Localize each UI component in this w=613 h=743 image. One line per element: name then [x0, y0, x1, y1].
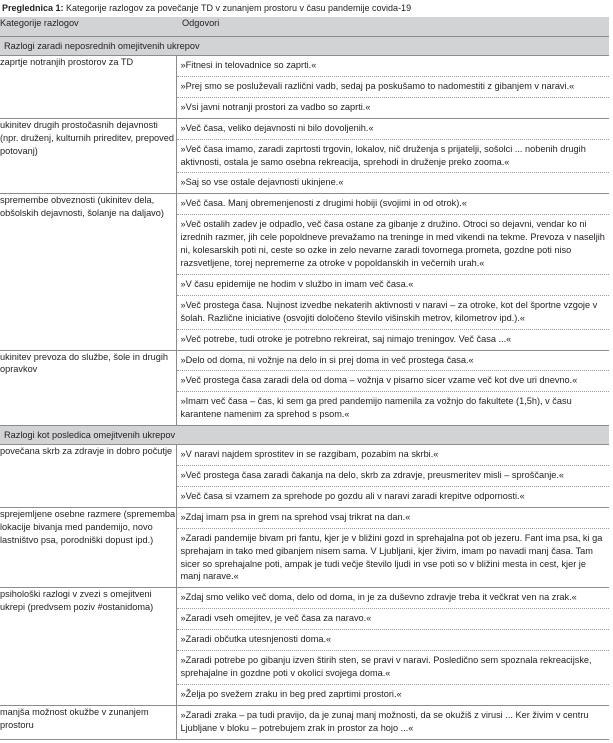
reason-category: manjša možnost okužbe v zunanjem prostoru [0, 705, 176, 739]
answer-quote: »Več prostega časa. Nujnost izvedbe nekaterih aktivnosti v naravi – za otroke, kot del športne vzgoje v šolah. Različne iniciative (osvojiti določeno število višinskih metrov, kilometrov ipd.).« [177, 296, 610, 330]
reason-category: ukinitev prevoza do službe, šole in drugih opravkov [0, 350, 176, 426]
answers-cell [176, 705, 609, 739]
header-answers: Odgovori [176, 17, 609, 37]
answers-cell [176, 56, 609, 119]
answer-quote: »Več prostega časa zaradi čakanja na delo, skrb za zdravje, preusmeritev misli – sproščanje.« [177, 466, 610, 487]
section-row [0, 426, 609, 445]
answer-quote: »Vsi javni notranji prostori za vadbo so zaprti.« [180, 101, 371, 112]
answer-quote: »Zdaj smo veliko več doma, delo od doma, in je za duševno zdravje treba it večkrat ven na zrak.« [177, 588, 610, 609]
answers-cell [176, 118, 609, 194]
answer-quote: »Saj so vse ostale dejavnosti ukinjene.« [180, 177, 344, 188]
answer-quote: »Več ostalih zadev je odpadlo, več časa ostane za gibanje z družino. Otroci so dejavni, vendar ko ni izrednih razmer, jih cele popoldneve prevažamo na treninge in med vikendi na tekme. Prevoza v naseljih ni, kolesarskih poti ni, ceste so ozke in zelo nevarne zaradi tovornega prometa, gozdne poti niso razsvetljene, torej nepremerne za otroke v popoldanskih in večernih urah.« [177, 215, 610, 275]
table-row [0, 56, 609, 119]
answer-quote: »Zaradi vseh omejitev, je več časa za naravo.« [177, 609, 610, 630]
answer-quote: »Zaradi pandemije bivam pri fantu, kjer je v bližini gozd in sprehajalna pot ob jezeru. Fant ima psa, ki ga sprehajam in tako med gibanjem nisem sama. V Ljubljani, kjer živim, imam po navadi manj časa. Tam sicer so sprehajalne poti, ampak je tudi večje število ljudi in vse poti so v bližini mesta in cest, kjer je manj narave.« [180, 532, 603, 582]
answers-cell [176, 588, 609, 705]
header-categories: Kategorije razlogov [0, 17, 176, 37]
table-row [0, 507, 609, 588]
answer-quote: »Delo od doma, ni vožnje na delo in si prej doma in več prostega časa.« [177, 351, 610, 372]
table-caption [2, 2, 611, 14]
reasons-table [0, 17, 609, 740]
reason-category: sprejemljene osebne razmere (sprememba lokacije bivanja med pandemijo, novo lastništvo psa, porodniški dopust ipd.) [0, 507, 176, 588]
reason-category: spremembe obveznosti (ukinitev dela, obšolskih dejavnosti, šolanje na daljavo) [0, 194, 176, 350]
answer-quote: »Prej smo se posluževali različni vadb, sedaj pa poskušamo to nadomestiti z gibanjem v naravi.« [177, 77, 610, 98]
answer-quote: »Več časa si vzamem za sprehode po gozdu ali v naravi zaradi krepitve odpornosti.« [180, 490, 525, 501]
table-row [0, 194, 609, 350]
answer-quote: »Več časa. Manj obremenjenosti z drugimi hobiji (svojimi in od otrok).« [177, 194, 610, 215]
answer-quote: »V času epidemije ne hodim v službo in imam več časa.« [177, 275, 610, 296]
answer-quote: »V naravi najdem sprostitev in se razgibam, pozabim na skrbi.« [177, 445, 610, 466]
table-body [0, 37, 609, 740]
caption-label: Preglednica 1: [2, 3, 64, 13]
answer-quote: »Več potrebe, tudi otroke je potrebno rekreirat, saj nimajo treningov. Več časa ...« [180, 333, 512, 344]
section-row [0, 37, 609, 56]
table-row [0, 705, 609, 739]
table-row [0, 588, 609, 705]
reason-category: zaprtje notranjih prostorov za TD [0, 56, 176, 119]
answer-quote: »Zdaj imam psa in grem na sprehod vsaj trikrat na dan.« [177, 508, 610, 529]
section-title: Razlogi kot posledica omejitvenih ukrepov [0, 426, 609, 445]
table-row [0, 445, 609, 508]
reason-category: povečana skrb za zdravje in dobro počutje [0, 445, 176, 508]
answer-quote: »Več časa, veliko dejavnosti ni bilo dovoljenih.« [177, 119, 610, 140]
answer-quote: »Več časa imamo, zaradi zaprtosti trgovin, lokalov, nič druženja s prijatelji, sošolci ... nobenih drugih aktivnosti, ostala je samo osebna rekreacija, sprehodi in druženje preko zooma.« [177, 140, 610, 174]
reason-category: psihološki razlogi v zvezi s omejitveni ukrepi (predvsem poziv #ostanidoma) [0, 588, 176, 705]
table-header-row [0, 17, 609, 37]
answer-quote: »Več prostega časa zaradi dela od doma – vožnja v pisarno sicer vzame več kot dve uri dnevno.« [177, 371, 610, 392]
section-title: Razlogi zaradi neposrednih omejitvenih ukrepov [0, 37, 609, 56]
answer-quote: »Zaradi potrebe po gibanju izven štirih sten, se pravi v naravi. Posledično sem spoznala rekreacijske, sprehajalne in gozdne poti v okolici svojega doma.« [177, 651, 610, 685]
caption-title: Kategorije razlogov za povečanje TD v zunanjem prostoru v času pandemije covida-19 [66, 3, 412, 13]
answer-quote: »Želja po svežem zraku in beg pred zaprtimi prostori.« [180, 688, 402, 699]
answers-cell [176, 350, 609, 426]
answers-cell [176, 194, 609, 350]
reason-category: ukinitev drugih prostočasnih dejavnosti (npr. druženj, kulturnih prireditev, prepoved potovanj) [0, 118, 176, 194]
answers-cell [176, 507, 609, 588]
table-row [0, 118, 609, 194]
table-row [0, 350, 609, 426]
answer-quote: »Zaradi občutka utesnjenosti doma.« [177, 630, 610, 651]
answer-quote: »Imam več časa – čas, ki sem ga pred pandemijo namenila za vožnjo do fakultete (1,5h), v času karantene namenim za sprehod s psom.« [180, 396, 572, 420]
answer-quote: »Fitnesi in telovadnice so zaprti.« [177, 56, 610, 77]
answers-cell [176, 445, 609, 508]
answer-quote: »Zaradi zraka – pa tudi pravijo, da je zunaj manj možnosti, da se okužiš z virusi ... Ker živim v centru Ljubljane v bloku – potrebujem zrak in prostor za hojo ...« [180, 709, 589, 733]
